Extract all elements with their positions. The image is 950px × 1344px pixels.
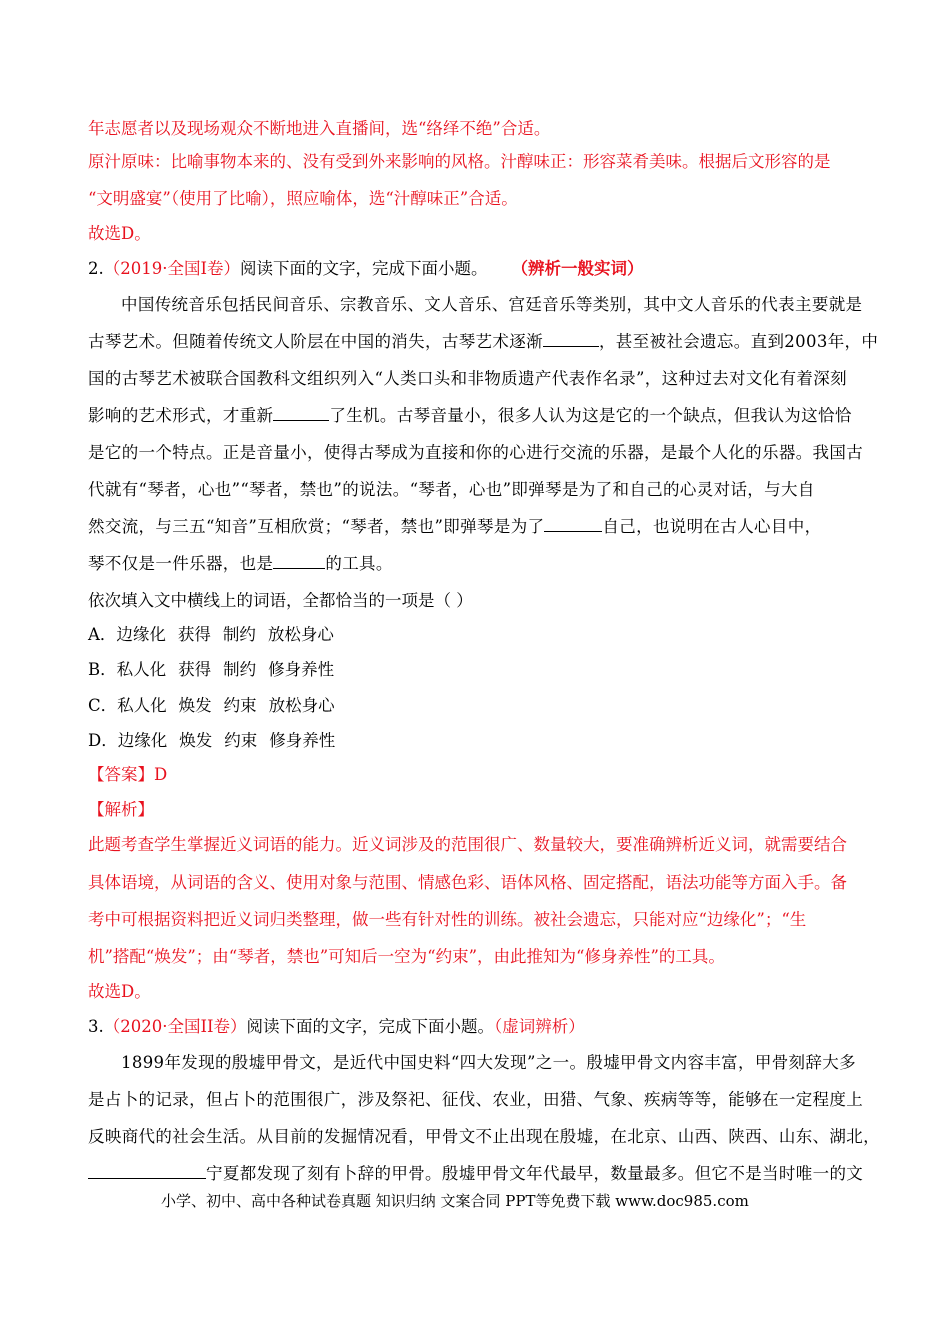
q2-passage-text: 自己，也说明在古人心目中， — [602, 517, 822, 536]
q2-analysis-line-2: 具体语境，从词语的含义、使用对象与范围、情感色彩、语体风格、固定搭配，语法功能等方面入手。备 — [88, 873, 847, 892]
q2-option-b — [88, 659, 334, 681]
q2-passage-line-1: 中国传统音乐包括民间音乐、宗教音乐、文人音乐、宫廷音乐等类别，其中文人音乐的代表主要就是 — [121, 295, 863, 314]
q2-passage-text: 影响的艺术形式，才重新 — [88, 406, 274, 425]
q3-passage-line-4 — [88, 1163, 863, 1185]
q2-analysis-line-4: 机”搭配“焕发”；由“琴者，禁也”可知后一空为“约束”，由此推知为“修身养性”的工具。 — [88, 947, 725, 966]
q3-number: 3. — [88, 1017, 104, 1036]
prev-answer-line: 故选D。 — [88, 224, 151, 243]
option-word: 边缘化 — [116, 625, 166, 644]
q2-answer-line: 故选D。 — [88, 982, 151, 1001]
q3-tag: （虚词辨析） — [494, 1017, 585, 1036]
option-word: 制约 — [222, 625, 256, 644]
q2-passage-text: ，甚至被社会遗忘。直到2003年，中 — [598, 332, 879, 351]
option-letter: D． — [88, 731, 118, 750]
option-word: 放松身心 — [268, 696, 335, 715]
q2-question: 依次填入文中横线上的词语，全都恰当的一项是（ ） — [88, 591, 473, 610]
q2-tag: （辨析一般实词） — [511, 259, 644, 278]
prev-analysis-line-1: 年志愿者以及现场观众不断地进入直播间，选“络绎不绝”合适。 — [88, 119, 551, 138]
option-word: 约束 — [223, 696, 257, 715]
option-letter: A． — [88, 625, 117, 644]
option-word: 获得 — [177, 625, 211, 644]
q3-heading — [88, 1016, 585, 1038]
q3-source: （2020·全国II卷） — [103, 1017, 247, 1036]
option-letter: C． — [88, 696, 118, 715]
q2-passage-text: 了生机。古琴音量小，很多人认为这是它的一个缺点，但我认为这恰恰 — [329, 406, 852, 425]
q2-blank-3 — [544, 517, 602, 532]
q3-blank-1 — [88, 1164, 206, 1179]
q2-option-a — [88, 624, 334, 646]
q3-passage-line-2: 是占卜的记录，但占卜的范围很广，涉及祭祀、征伐、农业，田猎、气象、疾病等等，能够在一定程度上 — [88, 1090, 864, 1109]
q2-passage-line-4 — [88, 405, 852, 427]
q2-number: 2. — [88, 259, 104, 278]
q2-blank-4 — [273, 554, 325, 569]
q2-passage-text: 然交流，与三五“知音”互相欣赏；“琴者，禁也”即弹琴是为了 — [88, 517, 545, 536]
prev-analysis-line-2: 原汁原味：比喻事物本来的、没有受到外来影响的风格。汁醇味正：形容菜肴美味。根据后文形容的是 — [88, 152, 831, 171]
option-word: 私人化 — [117, 696, 167, 715]
page-footer: 小学、初中、高中各种试卷真题 知识归纳 文案合同 PPT等免费下载 www.doc985.com — [161, 1192, 749, 1210]
q2-answer: 【答案】D — [88, 765, 168, 784]
option-word: 私人化 — [116, 660, 167, 679]
q2-heading — [88, 258, 644, 280]
option-word: 约束 — [224, 731, 258, 750]
q2-analysis-line-3: 考中可根据资料把近义词归类整理，做一些有针对性的训练。被社会遗忘，只能对应“边缘化”；“生 — [88, 910, 807, 929]
option-letter: B． — [88, 660, 117, 679]
q2-option-c — [88, 695, 335, 717]
option-word: 焕发 — [178, 696, 212, 715]
option-word: 放松身心 — [267, 625, 334, 644]
q2-passage-line-7 — [88, 516, 821, 538]
q2-passage-text: 的工具。 — [325, 554, 393, 573]
q3-passage-line-3: 反映商代的社会生活。从目前的发掘情况看，甲骨文不止出现在殷墟，在北京、山西、陕西、山东、湖北， — [88, 1127, 880, 1146]
q2-analysis-line-1: 此题考查学生掌握近义词语的能力。近义词涉及的范围很广、数量较大，要准确辨析近义词，就需要结合 — [88, 835, 847, 854]
q2-blank-2 — [273, 406, 329, 421]
option-word: 修身养性 — [268, 660, 335, 679]
q2-passage-line-8 — [88, 553, 393, 575]
q2-passage-line-5: 是它的一个特点。正是音量小，使得古琴成为直接和你的心进行交流的乐器，是最个人化的乐器。我国古 — [88, 443, 864, 462]
option-word: 获得 — [178, 660, 212, 679]
prev-analysis-line-3: “文明盛宴”（使用了比喻），照应喻体，选“汁醇味正”合适。 — [88, 189, 518, 208]
q2-blank-1 — [543, 332, 599, 347]
option-word: 焕发 — [179, 731, 213, 750]
q2-passage-line-2 — [88, 331, 878, 353]
q3-prompt: 阅读下面的文字，完成下面小题。 — [246, 1017, 495, 1036]
q3-passage-text: 宁夏都发现了刻有卜辞的甲骨。殷墟甲骨文年代最早，数量最多。但它不是当时唯一的文 — [206, 1164, 864, 1183]
q3-passage-line-1: 1899年发现的殷墟甲骨文，是近代中国史料“四大发现”之一。殷墟甲骨文内容丰富，甲骨刻辞大多 — [121, 1053, 856, 1072]
option-word: 制约 — [223, 660, 257, 679]
q2-analysis-label: 【解析】 — [88, 800, 154, 819]
q2-source: （2019·全国I卷） — [103, 259, 241, 278]
q2-prompt: 阅读下面的文字，完成下面小题。 — [240, 259, 488, 278]
q2-passage-line-6: 代就有“琴者，心也”“琴者，禁也”的说法。“琴者，心也”即弹琴是为了和自己的心灵对话，与大自 — [88, 480, 815, 499]
q2-passage-text: 琴不仅是一件乐器，也是 — [88, 554, 274, 573]
q2-passage-line-3: 国的古琴艺术被联合国教科文组织列入“人类口头和非物质遗产代表作名录”，这种过去对文化有着深刻 — [88, 369, 847, 388]
q2-option-d — [88, 730, 335, 752]
option-word: 边缘化 — [117, 731, 168, 750]
option-word: 修身养性 — [269, 731, 336, 750]
q2-passage-text: 古琴艺术。但随着传统文人阶层在中国的消失，古琴艺术逐渐 — [88, 332, 543, 351]
